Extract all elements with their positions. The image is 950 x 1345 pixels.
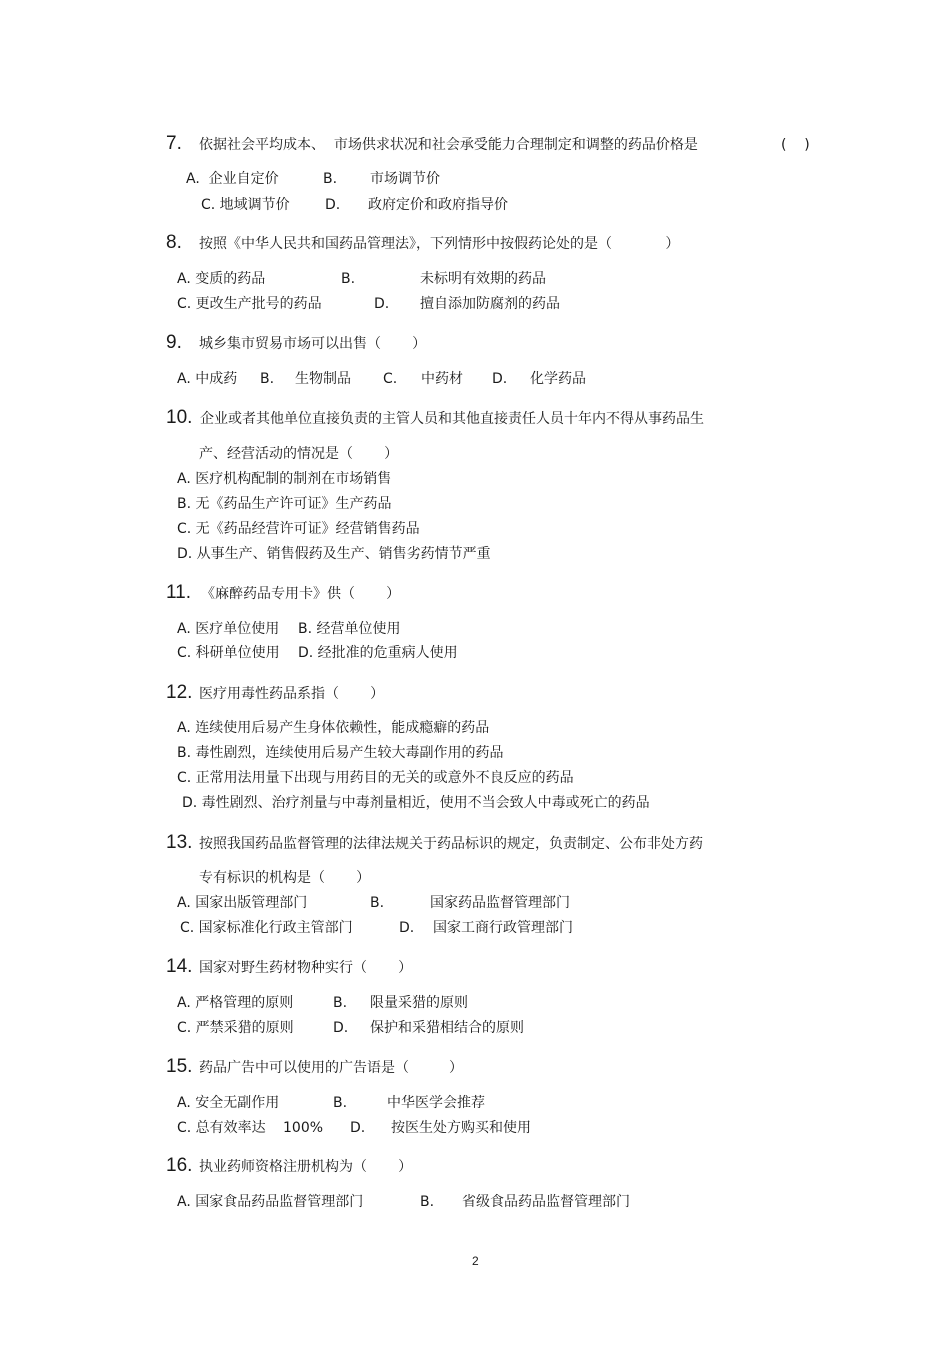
option-d-letter: D. bbox=[333, 1020, 349, 1036]
option-b-letter: B. bbox=[260, 371, 275, 387]
option-d-letter: D. bbox=[374, 296, 390, 312]
option-a: A. 变质的药品 bbox=[177, 271, 266, 287]
option-d: D. 毒性剧烈、治疗剂量与中毒剂量相近，使用不当会致人中毒或死亡的药品 bbox=[182, 795, 650, 811]
option-a: A. 医疗单位使用 bbox=[177, 621, 280, 637]
question-stem: 国家对野生药材物种实行（ ） bbox=[199, 960, 413, 976]
question-number: 11. bbox=[166, 582, 192, 603]
option-d-text: 按医生处方购买和使用 bbox=[391, 1120, 531, 1136]
answer-parentheses: ( ) bbox=[781, 137, 810, 153]
option-c: C. 正常用法用量下出现与用药目的无关的或意外不良反应的药品 bbox=[177, 770, 574, 786]
question-stem: 医疗用毒性药品系指（ ） bbox=[199, 686, 385, 702]
option-a: A. 国家食品药品监督管理部门 bbox=[177, 1194, 364, 1210]
question-number: 7. bbox=[166, 133, 182, 154]
option-d-text: 保护和采猎相结合的原则 bbox=[370, 1020, 524, 1036]
question-number: 12. bbox=[166, 682, 193, 703]
option-b-text: 中华医学会推荐 bbox=[387, 1095, 485, 1111]
question-stem: 城乡集市贸易市场可以出售（ ） bbox=[199, 336, 427, 352]
option-c: C. 国家标准化行政主管部门 bbox=[180, 920, 353, 936]
option-d-letter: D. bbox=[492, 371, 508, 387]
question-stem-continued: 专有标识的机构是（ ） bbox=[199, 870, 371, 886]
option-a: A. 安全无副作用 bbox=[177, 1095, 280, 1111]
question-stem: 药品广告中可以使用的广告语是（ ） bbox=[199, 1060, 464, 1076]
option-c-letter: C. bbox=[383, 371, 398, 387]
option-b-letter: B. bbox=[323, 171, 338, 187]
option-b-letter: B. bbox=[333, 995, 348, 1011]
option-c: C. 更改生产批号的药品 bbox=[177, 296, 322, 312]
question-number: 10. bbox=[166, 407, 193, 428]
option-c: C. 科研单位使用 bbox=[177, 645, 280, 661]
option-b-letter: B. bbox=[333, 1095, 348, 1111]
option-a: A. 中成药 bbox=[177, 371, 238, 387]
option-d: D. 经批准的危重病人使用 bbox=[298, 645, 458, 661]
option-d-letter: D. bbox=[325, 197, 341, 213]
option-c: C. 严禁采猎的原则 bbox=[177, 1020, 294, 1036]
option-d-text: 擅自添加防腐剂的药品 bbox=[420, 296, 560, 312]
question-stem: 依据社会平均成本、 市场供求状况和社会承受能力合理制定和调整的药品价格是 bbox=[199, 137, 698, 153]
option-b-letter: B. bbox=[341, 271, 356, 287]
option-d-letter: D. bbox=[350, 1120, 366, 1136]
question-stem: 按照我国药品监督管理的法律法规关于药品标识的规定，负责制定、公布非处方药 bbox=[199, 836, 703, 852]
option-c-text: 中药材 bbox=[421, 371, 463, 387]
option-d-text: 政府定价和政府指导价 bbox=[368, 197, 508, 213]
question-number: 13. bbox=[166, 832, 193, 853]
question-number: 9. bbox=[166, 332, 182, 353]
question-stem: 按照《中华人民共和国药品管理法》，下列情形中按假药论处的是（ ） bbox=[199, 236, 680, 252]
option-b-letter: B. bbox=[420, 1194, 435, 1210]
option-a: A. 国家出版管理部门 bbox=[177, 895, 308, 911]
question-number: 14. bbox=[166, 956, 193, 977]
option-a: A. 连续使用后易产生身体依赖性，能成瘾癖的药品 bbox=[177, 720, 490, 736]
option-c: C. 地域调节价 bbox=[201, 197, 290, 213]
question-number: 16. bbox=[166, 1155, 193, 1176]
question-stem: 执业药师资格注册机构为（ ） bbox=[199, 1159, 413, 1175]
option-d: D. 从事生产、销售假药及生产、销售劣药情节严重 bbox=[177, 546, 491, 562]
option-d-text: 国家工商行政管理部门 bbox=[433, 920, 573, 936]
option-a: A. 严格管理的原则 bbox=[177, 995, 294, 1011]
option-b: B. 经营单位使用 bbox=[298, 621, 401, 637]
option-b-text: 生物制品 bbox=[295, 371, 351, 387]
option-d-letter: D. bbox=[399, 920, 415, 936]
option-b-text: 市场调节价 bbox=[370, 171, 440, 187]
option-c: C. 总有效率达 bbox=[177, 1120, 266, 1136]
option-b: B. 无《药品生产许可证》生产药品 bbox=[177, 496, 392, 512]
option-b-text: 国家药品监督管理部门 bbox=[430, 895, 570, 911]
option-b-text: 限量采猎的原则 bbox=[370, 995, 468, 1011]
question-stem: 企业或者其他单位直接负责的主管人员和其他直接责任人员十年内不得从事药品生 bbox=[200, 411, 704, 427]
question-stem: 《麻醉药品专用卡》供（ ） bbox=[201, 586, 401, 602]
option-c-value: 100% bbox=[283, 1120, 324, 1136]
option-b-letter: B. bbox=[370, 895, 385, 911]
option-b-text: 未标明有效期的药品 bbox=[420, 271, 546, 287]
question-number: 8. bbox=[166, 232, 182, 253]
question-stem-continued: 产、经营活动的情况是（ ） bbox=[199, 446, 399, 462]
option-b: B. 毒性剧烈，连续使用后易产生较大毒副作用的药品 bbox=[177, 745, 504, 761]
question-number: 15. bbox=[166, 1056, 193, 1077]
option-d-text: 化学药品 bbox=[530, 371, 586, 387]
option-a: A. 医疗机构配制的制剂在市场销售 bbox=[177, 471, 392, 487]
option-a: A. 企业自定价 bbox=[186, 171, 279, 187]
option-b-text: 省级食品药品监督管理部门 bbox=[462, 1194, 630, 1210]
option-c: C. 无《药品经营许可证》经营销售药品 bbox=[177, 521, 420, 537]
page-number: 2 bbox=[472, 1254, 479, 1268]
